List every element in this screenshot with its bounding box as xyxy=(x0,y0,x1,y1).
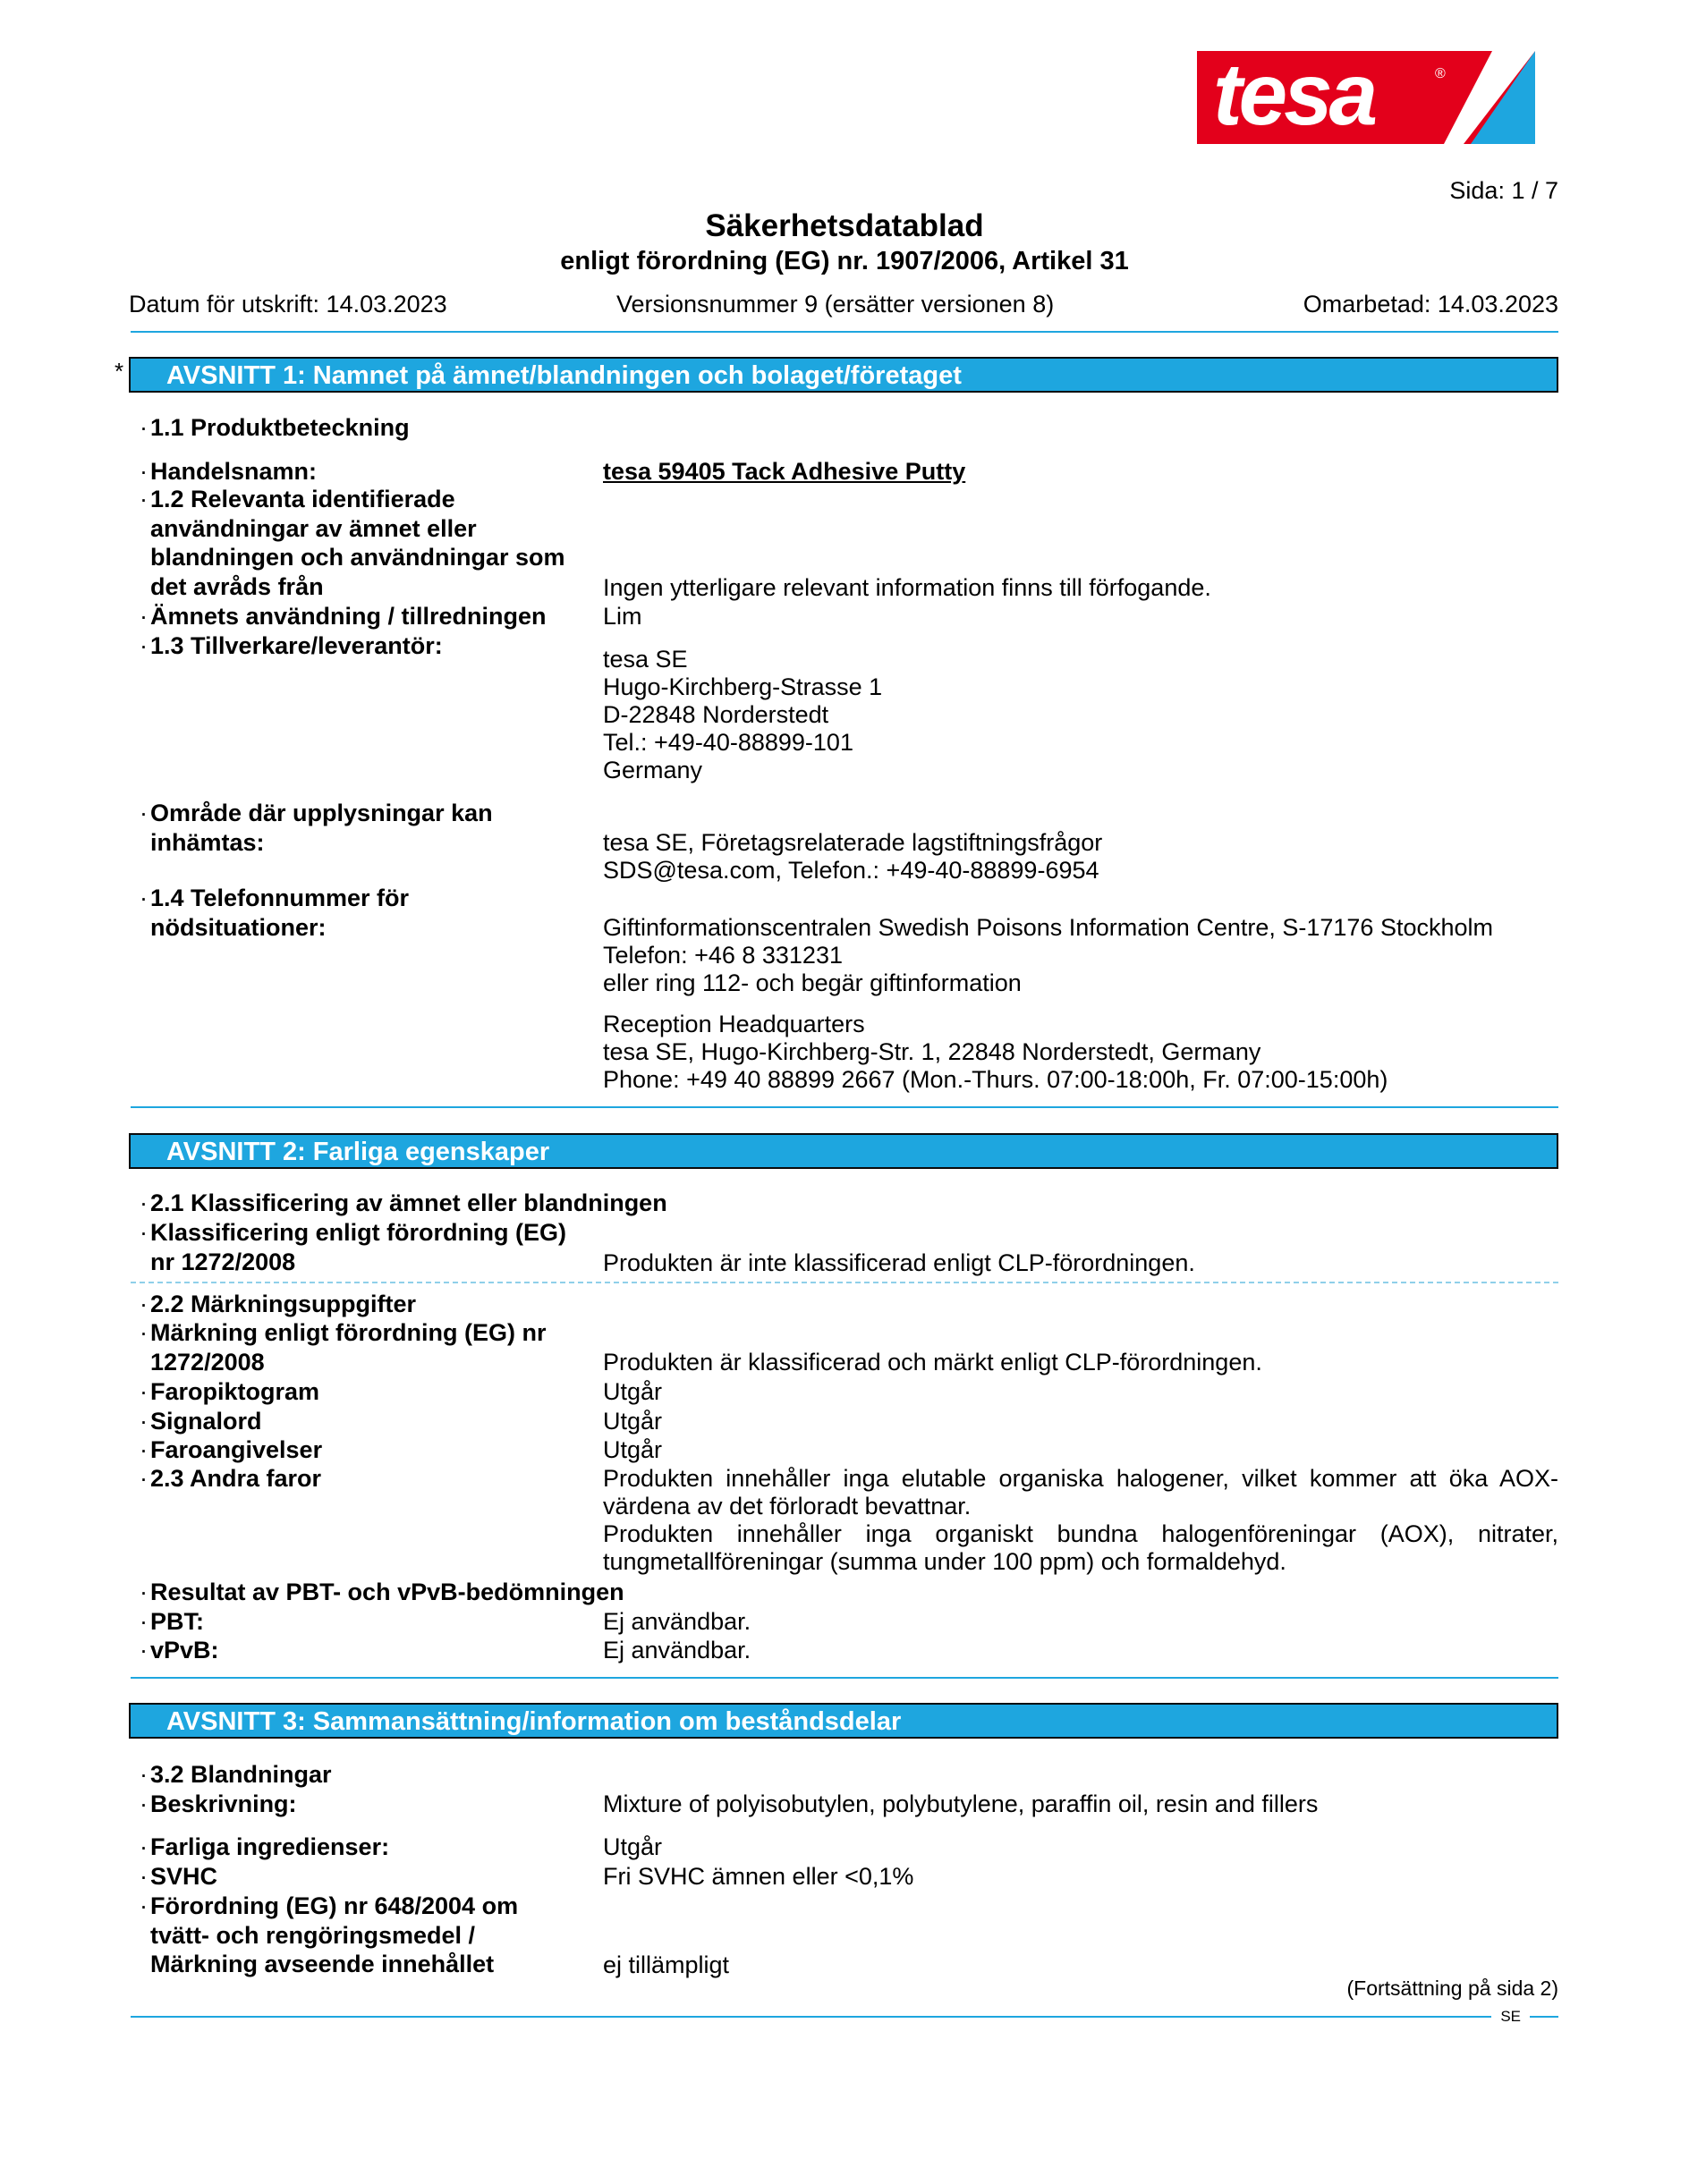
label-2-1: · 2.1 Klassificering av ämnet eller blandningen xyxy=(150,1189,667,1218)
logo-wordmark: tesa xyxy=(1213,51,1375,143)
label-marking xyxy=(150,1318,546,1376)
label-svhc: · SVHC xyxy=(150,1862,217,1892)
version-number: Versionsnummer 9 (ersätter versionen 8) xyxy=(616,291,1055,317)
section-3-heading: AVSNITT 3: Sammansättning/information om beståndsdelar xyxy=(129,1703,1558,1739)
svhc-value: Fri SVHC ämnen eller <0,1% xyxy=(603,1863,914,1890)
address-line: Tel.: +49-40-88899-101 xyxy=(603,729,853,756)
contact-line: Reception Headquarters xyxy=(603,1011,865,1037)
label-description: · Beskrivning: xyxy=(150,1790,297,1819)
label-use: · Ämnets användning / tillredningen xyxy=(150,602,547,631)
contact-line: SDS@tesa.com, Telefon.: +49-40-88899-6954 xyxy=(603,857,1099,884)
label-vpvb: · vPvB: xyxy=(150,1636,219,1665)
signal-word-value: Utgår xyxy=(603,1408,663,1435)
registered-mark: ® xyxy=(1435,66,1446,81)
label-line: Märkning avseende innehållet xyxy=(150,1951,495,1977)
document-title: Säkerhetsdatablad xyxy=(705,208,984,243)
dashed-divider xyxy=(131,1282,1558,1283)
label-1-2 xyxy=(150,485,565,601)
label-detergent-regulation xyxy=(150,1892,518,1979)
marking-value: Produkten är klassificerad och märkt enligt CLP-förordningen. xyxy=(603,1349,1262,1376)
dangerous-ingredients-value: Utgår xyxy=(603,1833,663,1860)
label-line: · 1.2 Relevanta identifierade xyxy=(150,486,455,512)
header-divider xyxy=(131,331,1558,333)
pbt-value: Ej användbar. xyxy=(603,1608,751,1635)
country-code: SE xyxy=(1491,2008,1530,2026)
label-line: inhämtas: xyxy=(150,828,265,856)
hazard-statements-value: Utgår xyxy=(603,1436,663,1463)
revised-date: Omarbetad: 14.03.2023 xyxy=(1303,291,1558,317)
page-number: Sida: 1 / 7 xyxy=(1449,177,1558,204)
other-hazards-p2: Produkten innehåller inga organiskt bundna halogenföreningar (AOX), nitrater, tungmetallföreningar (summa under 100 ppm) och formaldehyd. xyxy=(603,1520,1558,1575)
tesa-logo xyxy=(1197,51,1535,144)
change-marker: * xyxy=(115,358,124,385)
label-1-4 xyxy=(150,884,409,942)
label-line: nr 1272/2008 xyxy=(150,1248,296,1275)
emergency-contact xyxy=(603,914,1493,997)
label-pbt-result: · Resultat av PBT- och vPvB-bedömningen xyxy=(150,1578,624,1607)
address-line: Hugo-Kirchberg-Strasse 1 xyxy=(603,673,883,700)
label-line: tvätt- och rengöringsmedel / xyxy=(150,1921,476,1949)
relevant-uses-value: Ingen ytterligare relevant information finns till förfogande. xyxy=(603,574,1211,601)
label-classification xyxy=(150,1218,566,1276)
detergent-value: ej tillämpligt xyxy=(603,1951,730,1978)
footer-divider xyxy=(131,2016,1558,2018)
label-line: · Förordning (EG) nr 648/2004 om xyxy=(150,1892,519,1919)
reception-contact xyxy=(603,1011,1388,1094)
label-line: · 1.4 Telefonnummer för xyxy=(150,885,410,911)
label-2-3: · 2.3 Andra faror xyxy=(150,1464,321,1494)
continued-note: (Fortsättning på sida 2) xyxy=(1346,1977,1558,2000)
contact-line: Giftinformationscentralen Swedish Poisons Information Centre, S-17176 Stockholm xyxy=(603,914,1493,941)
contact-line: Telefon: +46 8 331231 xyxy=(603,942,843,969)
label-info-area xyxy=(150,799,493,857)
label-line: blandningen och användningar som xyxy=(150,544,565,571)
label-3-2: · 3.2 Blandningar xyxy=(150,1760,332,1790)
other-hazards-p1: Produkten innehåller inga elutable organiska halogener, vilket kommer att öka AOX-värdena av det förloradt bevattnar. xyxy=(603,1465,1558,1519)
contact-line: tesa SE, Företagsrelaterade lagstiftningsfrågor xyxy=(603,829,1103,856)
vpvb-value: Ej användbar. xyxy=(603,1637,751,1663)
address-line: Germany xyxy=(603,757,703,783)
use-value: Lim xyxy=(603,603,642,630)
label-line: · Märkning enligt förordning (EG) nr xyxy=(150,1319,547,1346)
description-value: Mixture of polyisobutylen, polybutylene, paraffin oil, resin and fillers xyxy=(603,1790,1319,1817)
label-1-1: · 1.1 Produktbeteckning xyxy=(150,413,410,443)
label-1-3: · 1.3 Tillverkare/leverantör: xyxy=(150,631,443,661)
section-1-divider xyxy=(131,1106,1558,1108)
document-subtitle: enligt förordning (EG) nr. 1907/2006, Artikel 31 xyxy=(560,247,1129,275)
contact-line: Phone: +49 40 88899 2667 (Mon.-Thurs. 07:00-18:00h, Fr. 07:00-15:00h) xyxy=(603,1066,1388,1093)
label-trade-name: · Handelsnamn: xyxy=(150,457,317,487)
label-line: · Område där upplysningar kan xyxy=(150,800,493,826)
label-pictogram: · Faropiktogram xyxy=(150,1377,319,1407)
label-line: · Klassificering enligt förordning (EG) xyxy=(150,1219,567,1246)
trade-name-value: tesa 59405 Tack Adhesive Putty xyxy=(603,458,966,485)
contact-line: eller ring 112- och begär giftinformation xyxy=(603,969,1022,996)
pictogram-value: Utgår xyxy=(603,1378,663,1405)
label-hazard-statements: · Faroangivelser xyxy=(150,1435,322,1465)
contact-line: tesa SE, Hugo-Kirchberg-Str. 1, 22848 Norderstedt, Germany xyxy=(603,1038,1261,1065)
info-contact xyxy=(603,829,1102,885)
section-1-heading: AVSNITT 1: Namnet på ämnet/blandningen och bolaget/företaget xyxy=(129,357,1558,393)
label-signal-word: · Signalord xyxy=(150,1407,262,1436)
label-line: 1272/2008 xyxy=(150,1348,265,1376)
section-2-heading: AVSNITT 2: Farliga egenskaper xyxy=(129,1133,1558,1169)
address-line: D-22848 Norderstedt xyxy=(603,701,829,728)
print-date: Datum för utskrift: 14.03.2023 xyxy=(129,291,447,317)
label-line: användningar av ämnet eller xyxy=(150,514,477,542)
label-dangerous-ingredients: · Farliga ingredienser: xyxy=(150,1833,389,1862)
label-line: det avråds från xyxy=(150,572,324,600)
classification-value: Produkten är inte klassificerad enligt CLP-förordningen. xyxy=(603,1249,1195,1276)
address-line: tesa SE xyxy=(603,646,688,673)
section-2-divider xyxy=(131,1677,1558,1679)
label-line: nödsituationer: xyxy=(150,913,327,941)
tesa-logo-graphic xyxy=(1197,51,1535,144)
label-pbt: · PBT: xyxy=(150,1607,204,1637)
label-2-2: · 2.2 Märkningsuppgifter xyxy=(150,1290,416,1319)
supplier-address xyxy=(603,646,882,784)
